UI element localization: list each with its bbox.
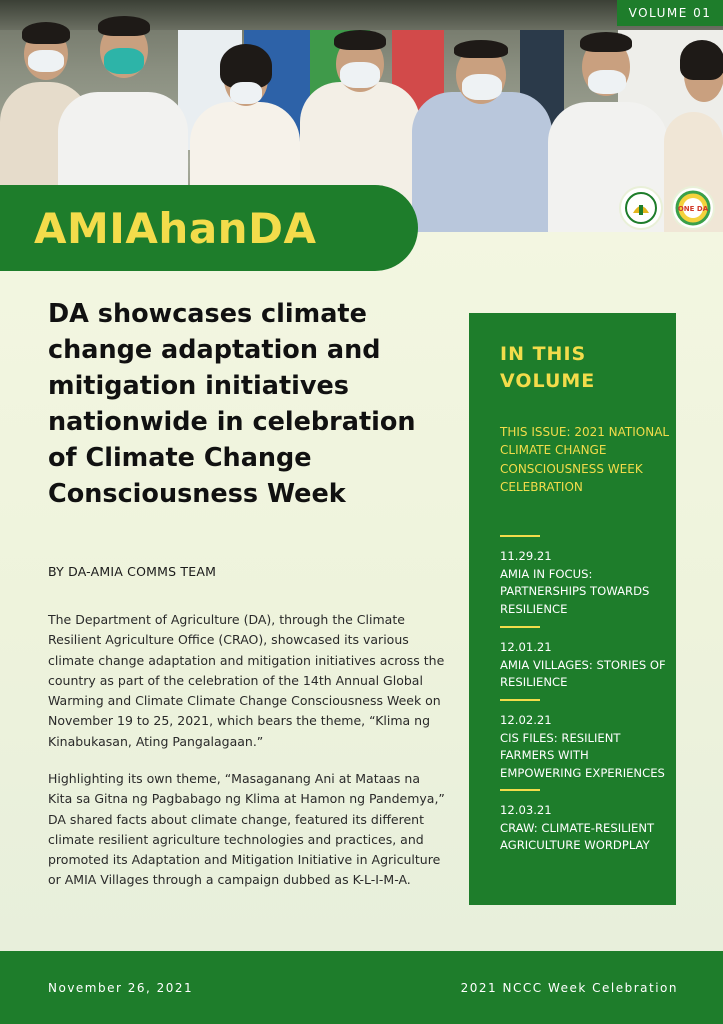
masthead-title: AMIAhanDA <box>34 203 317 253</box>
article-paragraph: Highlighting its own theme, “Masaganang Ani at Mataas na Kita sa Gitna ng Pagbabago ng Klima at Hamon ng Pandemya,” DA shared facts about climate change, featured its different climate resilient agriculture technologies and practices, and promoted its Adaptation and Mitigation Initiative in Agriculture or AMIA Villages through a campaign dubbed as K-L-I-M-A. <box>48 771 445 888</box>
sidebar-entry-date: 11.29.21 <box>500 549 552 563</box>
sidebar-heading: IN THIS VOLUME <box>500 343 596 392</box>
sidebar-entry <box>500 712 672 782</box>
footer-date: November 26, 2021 <box>48 981 194 995</box>
sidebar-divider <box>500 535 540 537</box>
sidebar-entry-title: AMIA VILLAGES: STORIES OF RESILIENCE <box>500 657 666 690</box>
article-paragraph: The Department of Agriculture (DA), through the Climate Resilient Agriculture Office (CRAO), showcased its various climate change adaptation and mitigation initiatives across the country as part of the celebration of the 14th Annual Global Warming and Climate Climate Change Consciousness Week on November 19 to 25, 2021, which bears the theme, “Klima ng Kinabukasan, Ating Pangalagaan.” <box>48 612 445 749</box>
sidebar-divider <box>500 626 540 628</box>
sidebar-entry-date: 12.02.21 <box>500 713 552 727</box>
article-headline: DA showcases climate change adaptation and mitigation initiatives nationwide in celebration of Climate Change Consciousness Week <box>48 299 416 509</box>
sidebar-entry <box>500 639 672 692</box>
in-this-volume-sidebar <box>469 313 676 905</box>
sidebar-entry-title: CRAW: CLIMATE-RESILIENT AGRICULTURE WORDPLAY <box>500 820 655 853</box>
person-figure <box>412 0 552 232</box>
sidebar-divider <box>500 789 540 791</box>
sidebar-entry-date: 12.01.21 <box>500 640 552 654</box>
sidebar-this-issue: THIS ISSUE: 2021 NATIONAL CLIMATE CHANGE CONSCIOUSNESS WEEK CELEBRATION <box>500 425 670 494</box>
sidebar-entry <box>500 548 672 618</box>
department-of-agriculture-seal-icon <box>619 186 663 230</box>
sidebar-entry-title: CIS FILES: RESILIENT FARMERS WITH EMPOWERING EXPERIENCES <box>500 730 665 780</box>
sidebar-entry <box>500 802 672 855</box>
oneda-logo-text: ONE DA <box>677 205 709 213</box>
page-footer <box>0 951 723 1024</box>
oneda-logo-icon <box>671 186 715 230</box>
sidebar-divider <box>500 699 540 701</box>
sidebar-entry-title: AMIA IN FOCUS: PARTNERSHIPS TOWARDS RESILIENCE <box>500 566 650 616</box>
volume-tag: VOLUME 01 <box>617 0 723 26</box>
article-byline: BY DA-AMIA COMMS TEAM <box>48 564 217 579</box>
footer-event: 2021 NCCC Week Celebration <box>460 981 678 995</box>
sidebar-entry-date: 12.03.21 <box>500 803 552 817</box>
partner-logos <box>619 186 715 230</box>
masthead-pill <box>0 185 418 271</box>
